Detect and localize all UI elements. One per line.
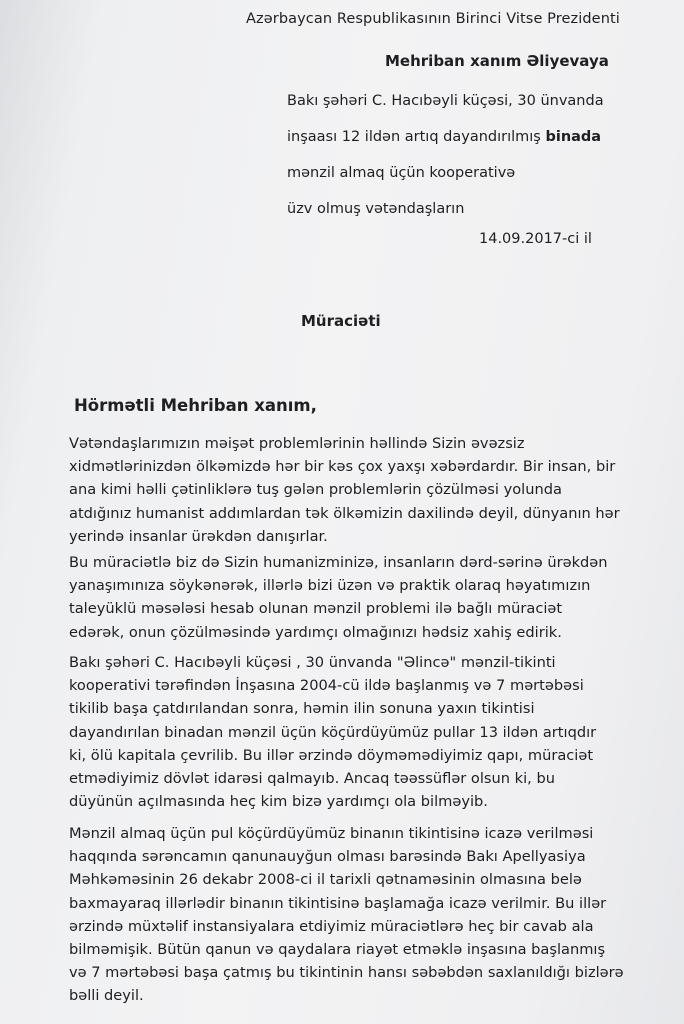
paragraph-line: Mənzil almaq üçün pul köçürdüyümüz binanın tikintisinə icazə verilməsi: [69, 825, 594, 842]
paragraph-line: Məhkəməsinin 26 dekabr 2008-ci il tarixli qətnaməsinin olmasına belə: [69, 871, 582, 889]
paragraph-2: [69, 551, 669, 644]
sender-line-1: Bakı şəhəri C. Hacıbəyli küçəsi, 30 ünvanda: [287, 93, 604, 109]
sender-line-4: üzv olmuş vətəndaşların: [287, 201, 465, 217]
paragraph-line: Vətəndaşlarımızın məişət problemlərinin həllində Sizin əvəzsiz: [69, 435, 525, 452]
paragraph-line: Bakı şəhəri C. Hacıbəyli küçəsi , 30 ünvanda "Əlincə" mənzil-tikinti: [69, 654, 556, 671]
paragraph-line: dayandırılan binadan mənzil üçün köçürdüyümüz pullar 13 ildən artıqdır: [69, 723, 597, 741]
letter-title: Müraciəti: [301, 312, 381, 330]
paragraph-line: bəlli deyil.: [69, 987, 144, 1005]
sender-line-2-bold: binada: [545, 129, 602, 145]
paragraph-1: [69, 432, 669, 548]
sender-line-2: [287, 128, 604, 164]
paragraph-line: tikilib başa çatdırılandan sonra, həmin ilin sonuna yaxın tikintisi: [69, 700, 535, 718]
greeting: Hörmətli Mehriban xanım,: [74, 396, 317, 415]
letter-date: 14.09.2017-ci il: [479, 231, 592, 247]
paragraph-line: yerində insanlar ürəkdən danışırlar.: [69, 527, 328, 545]
paragraph-line: bilməmişik. Bütün qanun və qaydalara riayət etməklə inşasına başlanmış: [69, 940, 606, 958]
addressee-name: Mehriban xanım Əliyevaya: [385, 52, 609, 70]
paragraph-line: taleyüklü məsələsi hesab olunan mənzil problemi ilə bağlı müraciət: [69, 600, 563, 618]
paragraph-line: yanaşımınıza söykənərək, illərlə bizi üzən və praktik olaraq həyatımızın: [69, 577, 591, 595]
paragraph-4: [69, 822, 669, 1008]
sender-line-2-text: inşaası 12 ildən artıq dayandırılmış: [287, 129, 546, 145]
sender-block: [287, 92, 604, 236]
paragraph-line: ana kimi həlli çətinliklərə tuş gələn problemlərin çözülməsi yolunda: [69, 481, 562, 499]
paragraph-line: xidmətlərinizdən ölkəmizdə hər bir kəs çox yaxşı xəbərdardır. Bir insan, bir: [69, 458, 616, 476]
paragraph-line: kooperativi tərəfindən İnşasına 2004-cü ildə başlanmış və 7 mərtəbəsi: [69, 677, 584, 695]
paragraph-line: baxmayaraq illərlədir binanın tikintisinə başlamağa icazə verilmir. Bu illər: [69, 894, 607, 912]
paragraph-line: edərək, onun çözülməsində yardımçı olmağınızı hədsiz xahiş edirik.: [69, 623, 562, 641]
sender-line-3: mənzil almaq üçün kooperativə: [287, 165, 516, 181]
paragraph-line: atdığınız humanist addımlardan tək ölkəmizin daxilində deyil, dünyanın hər: [69, 504, 620, 522]
paragraph-line: Bu müraciətlə biz də Sizin humanizminizə, insanların dərd-sərinə ürəkdən: [69, 554, 608, 571]
paragraph-line: düyünün açılmasında heç kim bizə yardımçı ola bilməyib.: [69, 793, 488, 811]
paragraph-line: etmədiyimiz dövlət idarəsi qalmayıb. Ancaq təəssüflər olsun ki, bu: [69, 769, 555, 787]
addressee-title: Azərbaycan Respublikasının Birinci Vitse Prezidenti: [246, 11, 620, 27]
paragraph-line: ki, ölü kapitala çevrilib. Bu illər ərzində döyməmədiyimiz qapı, müraciət: [69, 746, 594, 764]
paragraph-line: və 7 mərtəbəsi başa çatmış bu tikintinin hansı səbəbdən saxlanıldığı bizlərə: [69, 964, 624, 982]
paragraph-line: ərzində müxtəlif instansiyalara etdiyimiz müraciətlərə heç bir cavab ala: [69, 917, 594, 935]
paragraph-3: [69, 651, 669, 813]
paragraph-line: haqqında sərəncamın qanunauyğun olması barəsində Bakı Apellyasiya: [69, 848, 586, 866]
